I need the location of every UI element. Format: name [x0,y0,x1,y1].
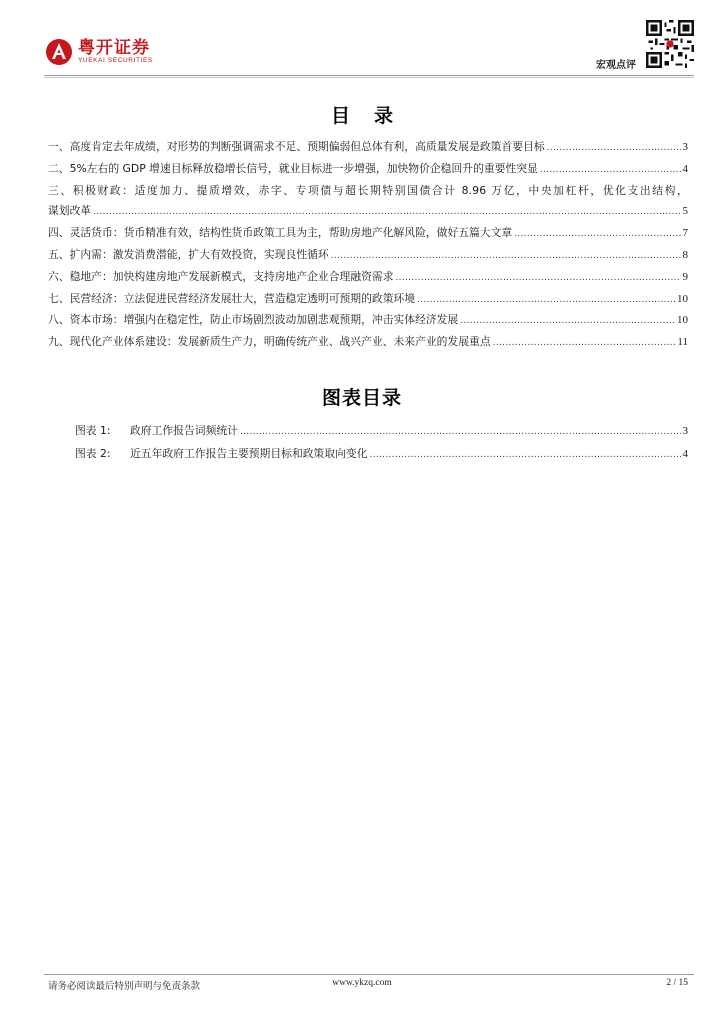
page-header [44,36,694,76]
toc-entry-text: 六、稳地产：加快构建房地产发展新模式，支持房地产企业合理融资需求 [48,269,394,283]
figure-entry-page: 4 [682,448,688,460]
toc-entry-text: 七、民营经济：立法促进民营经济发展壮大，营造稳定透明可预期的政策环境 [48,291,416,305]
toc-entry-3[interactable] [48,181,688,224]
header-divider-thin [44,77,694,78]
figure-entry-text: 近五年政府工作报告主要预期目标和政策取向变化 [130,447,368,460]
toc-entry-4[interactable] [48,223,688,245]
footer-website-link[interactable]: www.ykzq.com [332,978,392,988]
toc-entry-page: 10 [677,292,688,305]
toc-entry-text: 四、灵活货币：货币精准有效，结构性货币政策工具为主，帮助房地产化解风险，做好五篇大文章 [48,226,513,240]
logo-english-text: YUEKAI SECURITIES [78,57,153,64]
figure-entry-1[interactable] [75,420,688,443]
toc-entry-5[interactable] [48,245,688,267]
figure-label: 图表 2: [75,447,111,460]
leader-dots [460,311,675,332]
leader-dots [417,290,675,311]
toc-entry-text: 五、扩内需：激发消费潜能，扩大有效投资，实现良性循环 [48,247,329,261]
toc-entry-page: 11 [677,336,688,349]
leader-dots [240,422,681,443]
figure-entry-text: 政府工作报告词频统计 [130,424,238,437]
toc-entry-text: 二、5%左右的 GDP 增速目标释放稳增长信号，就业目标进一步增强，加快物价企稳回升的重要性突显 [48,161,538,175]
toc-entry-2[interactable] [48,159,688,181]
toc-entry-1[interactable] [48,137,688,159]
qr-code-icon [646,20,694,68]
toc-entry-page: 4 [682,162,688,175]
footer-divider [44,974,694,975]
toc-entry-text: 一、高度肯定去年成绩，对形势的判断强调需求不足、预期偏弱但总体有利，高质量发展是政策首要目标 [48,140,545,153]
leader-dots [540,160,681,181]
company-logo [44,36,153,68]
footer-disclaimer: 请务必阅读最后特别声明与免责条款 [48,981,201,992]
toc-list [48,137,688,354]
report-type-label: 宏观点评 [596,60,636,71]
header-divider [44,75,694,76]
leader-dots [396,268,681,289]
toc-entry-6[interactable] [48,267,688,289]
leader-dots [493,333,676,354]
figure-entry-2[interactable] [75,443,688,466]
figure-entry-page: 3 [682,425,688,437]
yuekai-logo-icon [44,37,74,67]
leader-dots [370,445,681,466]
toc-entry-7[interactable] [48,289,688,311]
leader-dots [514,224,680,245]
figure-list-title: 图表目录 [321,387,402,409]
toc-entry-text-continued: 谋划改革 [48,204,92,218]
toc-entry-page: 10 [677,314,688,327]
toc-title: 目录 [330,105,417,127]
toc-entry-text: 九、现代化产业体系建设：发展新质生产力，明确传统产业、战兴产业、未来产业的发展重点 [48,335,491,349]
toc-entry-8[interactable] [48,310,688,332]
figure-list [75,420,688,466]
leader-dots [93,202,680,223]
toc-entry-text: 三、积极财政：适度加力、提质增效，赤字、专项债与超长期特别国债合计 8.96 万亿，中央加杠杆，优化支出结构， [48,183,688,197]
leader-dots [547,138,681,159]
toc-entry-page: 3 [682,141,688,153]
toc-entry-text: 八、资本市场：增强内在稳定性，防止市场剧烈波动加剧悲观预期，冲击实体经济发展 [48,313,459,327]
leader-dots [331,246,681,267]
footer-page-number: 2 / 15 [666,978,688,988]
toc-entry-page: 5 [682,205,688,218]
toc-entry-page: 8 [682,248,688,261]
toc-entry-9[interactable] [48,332,688,354]
logo-chinese-text: 粤开证券 [78,38,150,58]
toc-entry-page: 7 [682,227,688,240]
figure-label: 图表 1: [75,424,111,437]
toc-entry-page: 9 [682,270,688,283]
